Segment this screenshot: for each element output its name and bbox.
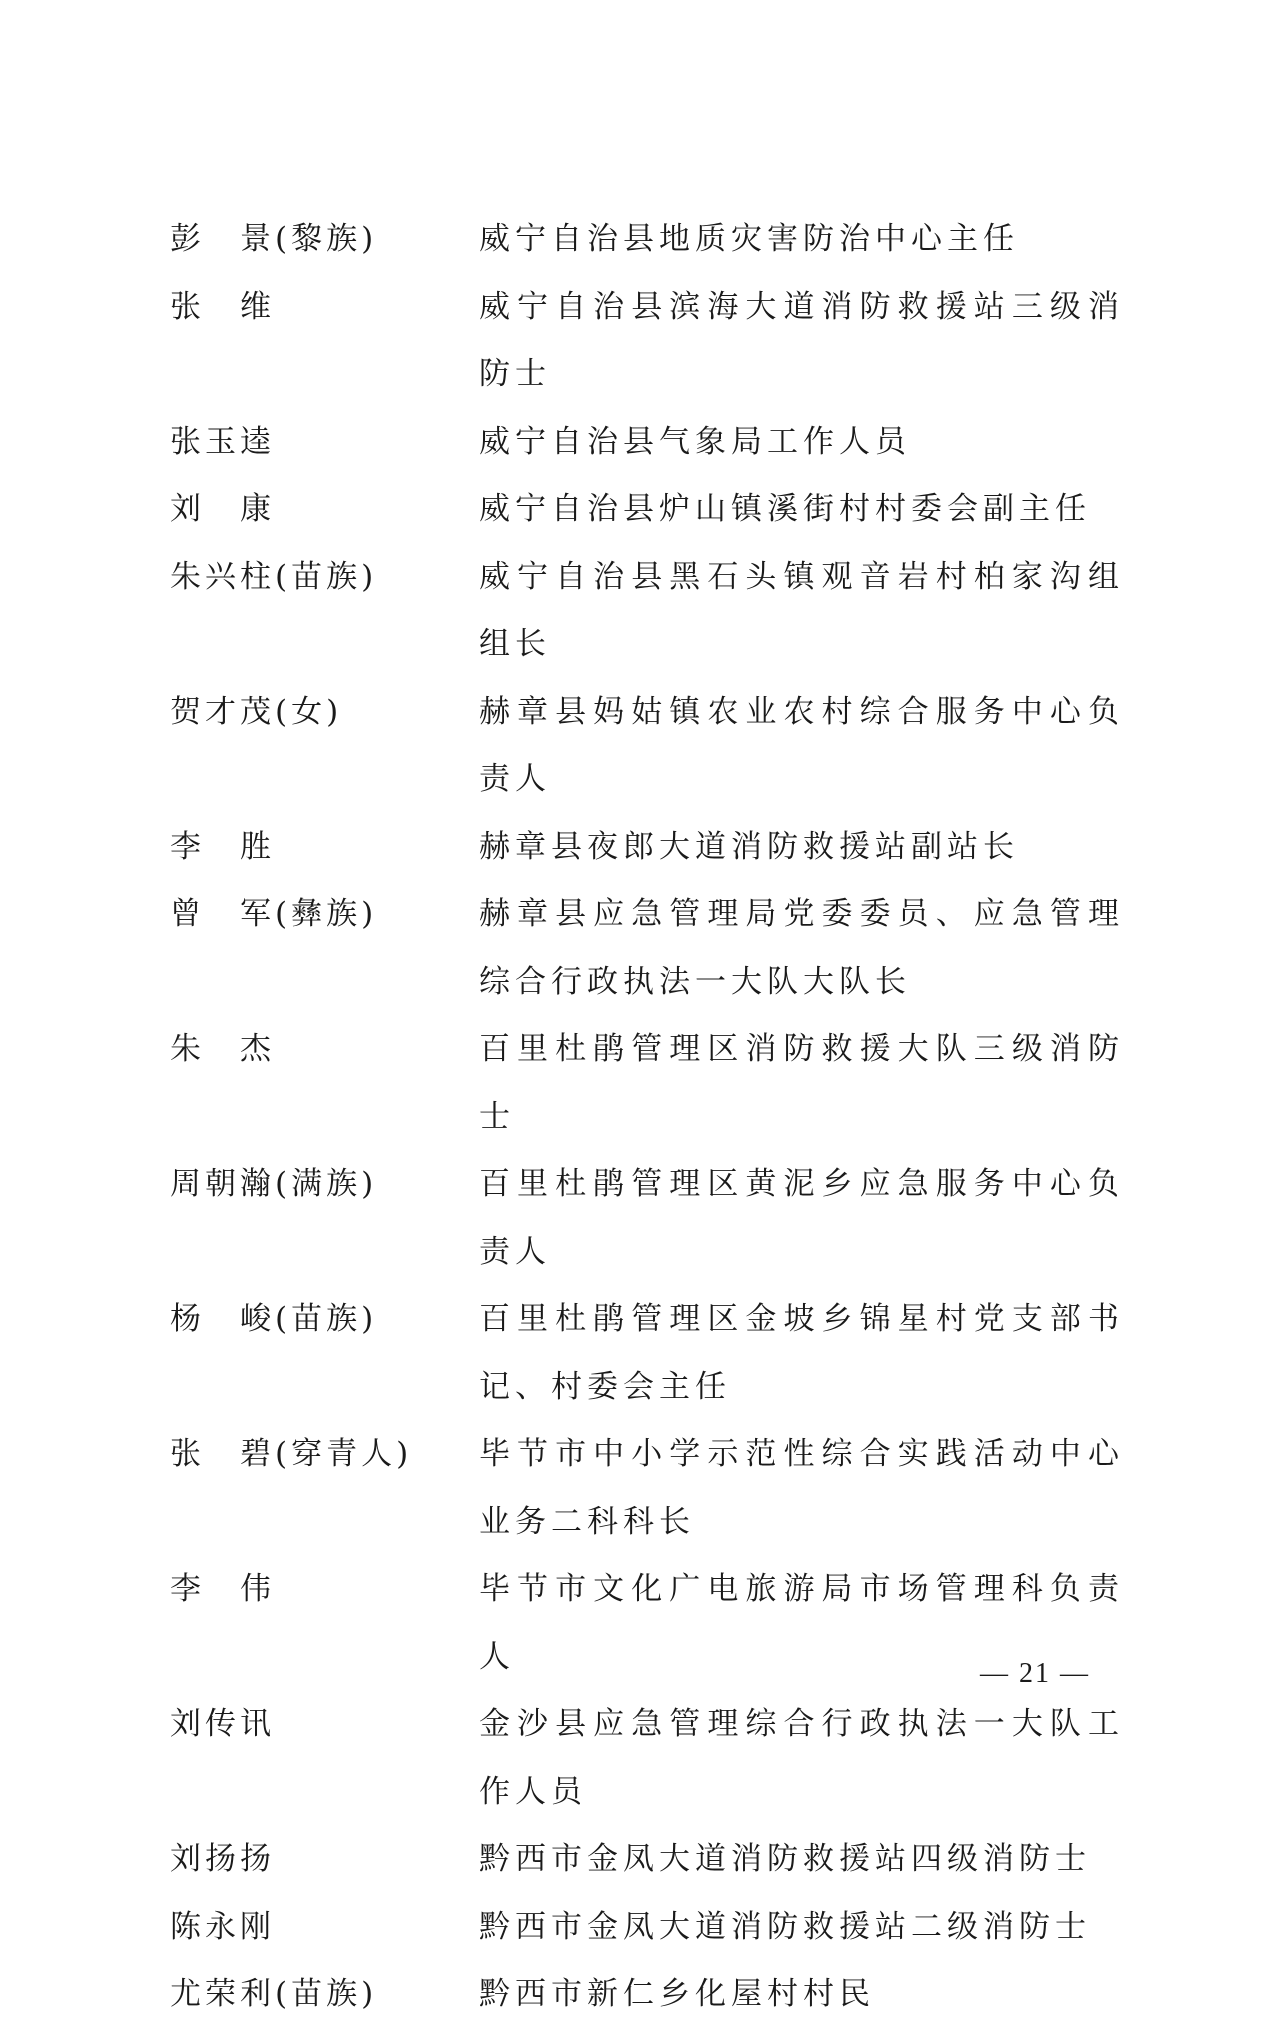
person-position: 威宁自治县黑石头镇观音岩村柏家沟组组长 — [479, 558, 1124, 662]
person-position: 赫章县应急管理局党委委员、应急管理综合行政执法一大队大队长 — [479, 896, 1124, 1000]
person-position: 毕节市中小学示范性综合实践活动中心业务二科科长 — [479, 1436, 1124, 1540]
person-position: 威宁自治县气象局工作人员 — [479, 423, 911, 460]
list-item — [170, 1016, 1130, 1151]
page-number: — 21 — — [980, 1658, 1090, 1689]
person-position: 威宁自治县炉山镇溪街村村委会副主任 — [479, 491, 1091, 527]
person-position: 赫章县妈姑镇农业农村综合服务中心负责人 — [479, 693, 1124, 797]
person-name: 杨 峻(苗族) — [170, 1301, 378, 1337]
list-item — [170, 409, 1130, 477]
list-item — [170, 544, 1130, 679]
person-name: 刘 康 — [170, 491, 275, 527]
person-name: 李 胜 — [170, 828, 275, 865]
name-list — [170, 206, 1130, 2029]
person-position: 威宁自治县滨海大道消防救援站三级消防士 — [479, 288, 1124, 392]
person-name: 朱兴柱(苗族) — [170, 558, 378, 595]
person-position: 毕节市文化广电旅游局市场管理科负责人 — [479, 1571, 1124, 1675]
person-position: 黔西市新仁乡化屋村村民 — [479, 1976, 875, 2012]
person-position: 黔西市金凤大道消防救援站四级消防士 — [479, 1841, 1091, 1877]
person-name: 李 伟 — [170, 1571, 275, 1607]
list-item — [170, 1286, 1130, 1421]
person-name: 尤荣利(苗族) — [170, 1976, 378, 2012]
person-name: 张玉逵 — [170, 423, 275, 460]
list-item — [170, 814, 1130, 882]
person-position: 百里杜鹃管理区消防救援大队三级消防士 — [479, 1031, 1124, 1135]
person-position: 赫章县夜郎大道消防救援站副站长 — [479, 828, 1019, 865]
person-name: 朱 杰 — [170, 1031, 275, 1067]
list-item — [170, 679, 1130, 814]
person-position: 金沙县应急管理综合行政执法一大队工作人员 — [479, 1706, 1124, 1810]
list-item — [170, 1894, 1130, 1962]
person-position: 百里杜鹃管理区黄泥乡应急服务中心负责人 — [479, 1166, 1124, 1270]
person-name: 刘扬扬 — [170, 1841, 275, 1877]
list-item — [170, 1961, 1130, 2029]
person-name: 曾 军(彝族) — [170, 896, 378, 932]
person-name: 贺才茂(女) — [170, 693, 343, 730]
person-name: 张 维 — [170, 288, 275, 325]
person-name: 陈永刚 — [170, 1908, 275, 1945]
person-position: 威宁自治县地质灾害防治中心主任 — [479, 221, 1019, 257]
person-position: 黔西市金凤大道消防救援站二级消防士 — [479, 1908, 1091, 1945]
person-name: 刘传讯 — [170, 1706, 275, 1742]
list-item — [170, 274, 1130, 409]
list-item — [170, 881, 1130, 1016]
list-item — [170, 1151, 1130, 1286]
list-item — [170, 1691, 1130, 1826]
person-name: 彭 景(黎族) — [170, 221, 378, 257]
list-item — [170, 1826, 1130, 1894]
list-item — [170, 1421, 1130, 1556]
person-position: 百里杜鹃管理区金坡乡锦星村党支部书记、村委会主任 — [479, 1301, 1124, 1405]
person-name: 张 碧(穿青人) — [170, 1436, 413, 1472]
person-name: 周朝瀚(满族) — [170, 1166, 378, 1202]
list-item — [170, 206, 1130, 274]
list-item — [170, 476, 1130, 544]
